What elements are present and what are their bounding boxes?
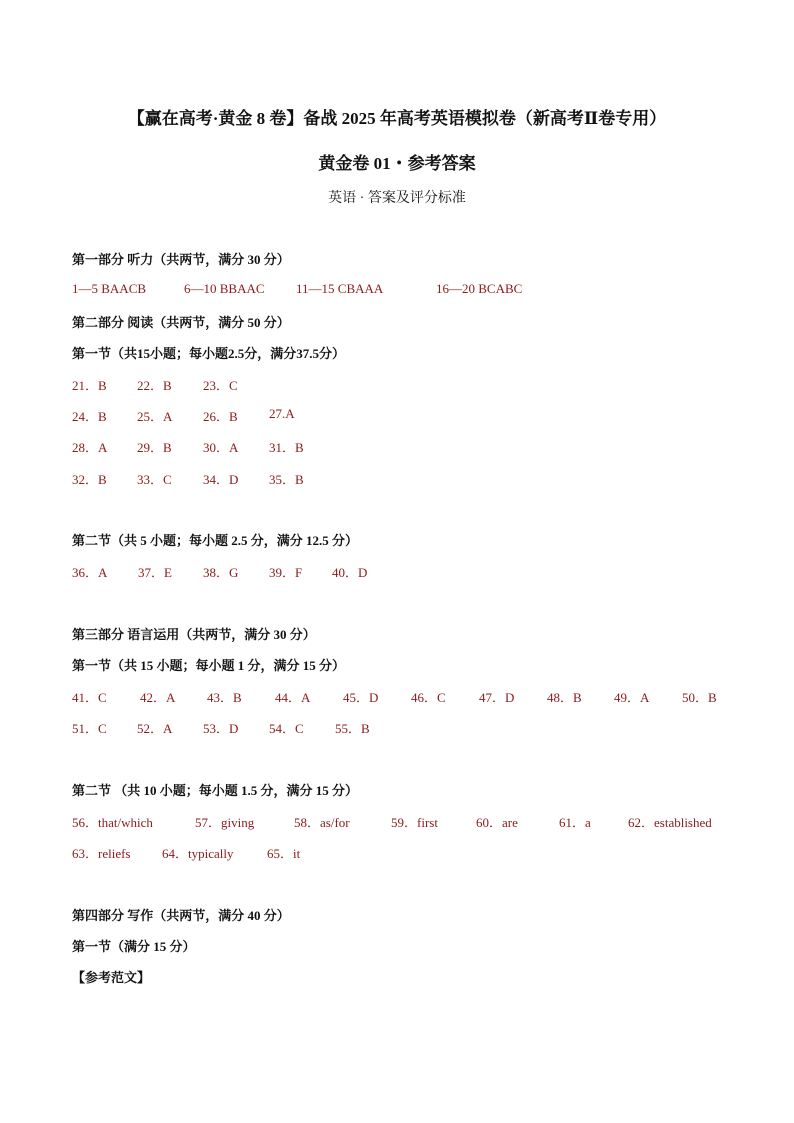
answer-item: 52．A — [137, 721, 173, 736]
answer-item: 35．B — [269, 472, 304, 487]
answer-item: 21．B — [72, 378, 107, 393]
answer-item: 46．C — [411, 690, 446, 705]
answer-item: 31．B — [269, 440, 304, 455]
answer-item: 25．A — [137, 409, 173, 424]
document-subtitle: 黄金卷 01・参考答案 — [318, 154, 476, 173]
answer-item: 42．A — [140, 690, 176, 705]
answer-item: 38．G — [203, 565, 239, 580]
answer-item: 54．C — [269, 721, 304, 736]
answer-item: 56．that/which — [72, 815, 153, 830]
answer-item: 23．C — [203, 378, 238, 393]
part2-section1-heading: 第一节（共15小题；每小题2.5分，满分37.5分） — [72, 346, 346, 361]
answer-item: 1—5 BAACB — [72, 281, 147, 296]
answer-item: 59．first — [391, 815, 438, 830]
part4-heading: 第四部分 写作（共两节，满分 40 分） — [72, 908, 290, 923]
answer-item: 22．B — [137, 378, 172, 393]
part2-heading: 第二部分 阅读（共两节，满分 50 分） — [72, 315, 290, 330]
part3-section2-heading: 第二节 （共 10 小题；每小题 1.5 分，满分 15 分） — [72, 783, 359, 798]
part2-section2-heading: 第二节（共 5 小题；每小题 2.5 分，满分 12.5 分） — [72, 533, 359, 548]
answer-item: 40．D — [332, 565, 368, 580]
answer-item: 61．a — [559, 815, 591, 830]
answer-item: 51．C — [72, 721, 107, 736]
document-title: 【赢在高考·黄金 8 卷】备战 2025 年高考英语模拟卷（新高考Ⅱ卷专用） — [127, 109, 667, 128]
answer-item: 34．D — [203, 472, 239, 487]
answer-item: 33．C — [137, 472, 172, 487]
part1-heading: 第一部分 听力（共两节，满分 30 分） — [72, 252, 290, 267]
answer-item: 60．are — [476, 815, 518, 830]
reference-essay-label: 【参考范文】 — [72, 970, 151, 985]
answer-item: 30．A — [203, 440, 239, 455]
answer-item: 28．A — [72, 440, 108, 455]
answer-item: 27.A — [269, 406, 295, 421]
answer-item: 58．as/for — [294, 815, 350, 830]
answer-item: 6—10 BBAAC — [184, 281, 265, 296]
part3-section1-heading: 第一节（共 15 小题；每小题 1 分，满分 15 分） — [72, 658, 346, 673]
answer-item: 39．F — [269, 565, 303, 580]
answer-item: 50．B — [682, 690, 717, 705]
answer-item: 55．B — [335, 721, 370, 736]
answer-item: 41．C — [72, 690, 107, 705]
answer-item: 64．typically — [162, 846, 234, 861]
part4-section1-heading: 第一节（满分 15 分） — [72, 939, 196, 954]
answer-item: 65．it — [267, 846, 301, 861]
answer-item: 48．B — [547, 690, 582, 705]
answer-item: 57．giving — [195, 815, 255, 830]
part3-heading: 第三部分 语言运用（共两节，满分 30 分） — [72, 627, 316, 642]
answer-item: 24．B — [72, 409, 107, 424]
answer-item: 44．A — [275, 690, 311, 705]
answer-item: 63．reliefs — [72, 846, 131, 861]
answer-item: 53．D — [203, 721, 239, 736]
answer-item: 36．A — [72, 565, 108, 580]
answer-item: 49．A — [614, 690, 650, 705]
answer-item: 32．B — [72, 472, 107, 487]
answer-item: 29．B — [137, 440, 172, 455]
answer-item: 43．B — [207, 690, 242, 705]
answer-item: 16—20 BCABC — [436, 281, 523, 296]
document-caption: 英语 · 答案及评分标准 — [328, 191, 466, 206]
answer-item: 62．established — [628, 815, 712, 830]
answer-item: 47．D — [479, 690, 515, 705]
answer-item: 45．D — [343, 690, 379, 705]
answer-item: 37．E — [138, 565, 172, 580]
answer-item: 11—15 CBAAA — [296, 281, 384, 296]
answer-item: 26．B — [203, 409, 238, 424]
